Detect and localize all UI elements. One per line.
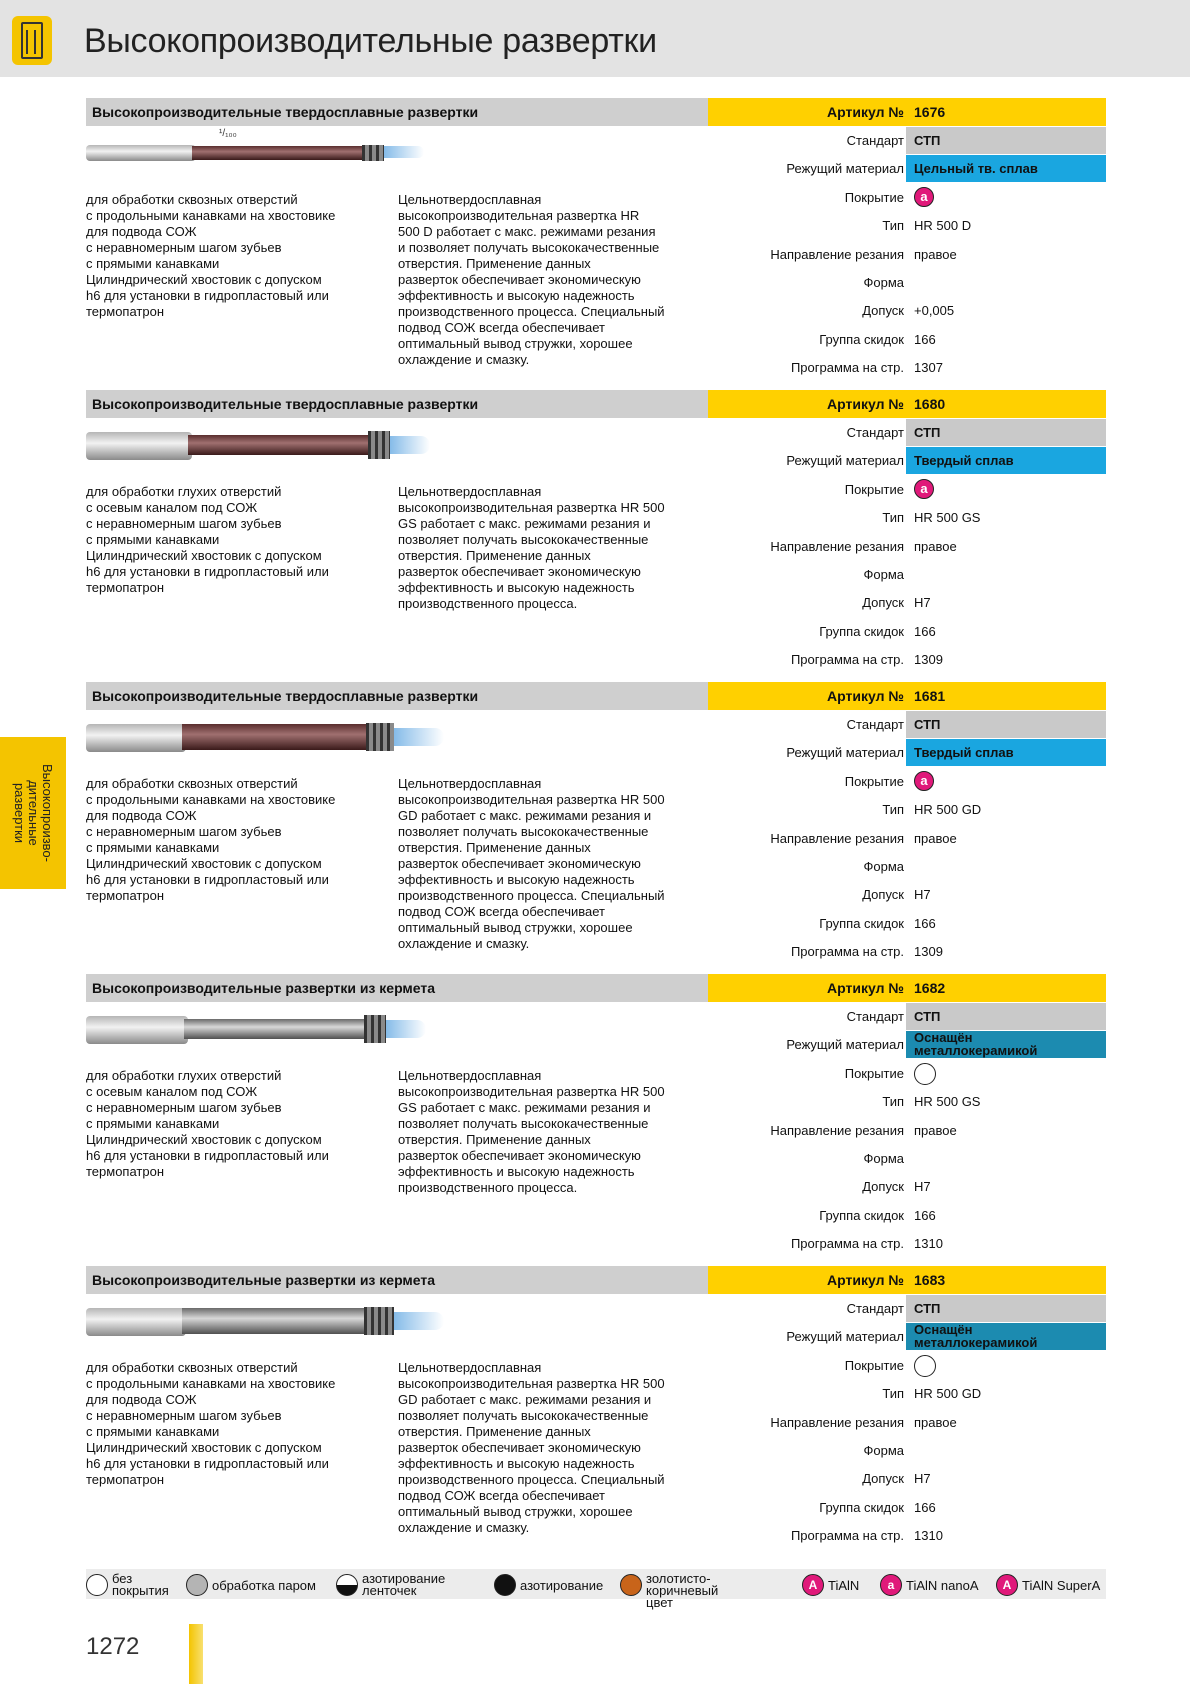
material-badge (906, 447, 1106, 474)
feature-list (86, 776, 376, 904)
spec-label: Режущий материал (786, 1037, 904, 1053)
spec-row-form (708, 1144, 1106, 1172)
program-page-link[interactable]: 1310 (914, 1236, 943, 1252)
material-value: Оснащён металлокерамикой (914, 1031, 1038, 1059)
legend-label: TiAlN (828, 1578, 860, 1593)
spec-label: Покрытие (844, 1357, 904, 1373)
tolerance-value: H7 (914, 595, 931, 611)
section-title: Высокопроизводительные твердосплавные развертки (92, 396, 479, 412)
spec-table (708, 418, 1106, 674)
coating-tialn-nanoa-icon: a (914, 479, 934, 499)
spec-label: Программа на стр. (790, 1236, 904, 1252)
coating-nitrided-lands-icon (336, 1574, 358, 1596)
direction-value: правое (914, 1122, 957, 1138)
coating-tialn-supera-icon: A (996, 1574, 1018, 1596)
spec-label: Форма (863, 1150, 904, 1166)
feature-line: с продольными канавками на хвостовике (86, 1376, 336, 1391)
standard-badge (906, 419, 1106, 446)
discount-value: 166 (914, 1207, 936, 1223)
section-header (86, 1266, 708, 1294)
section-header (86, 98, 708, 126)
spec-row-material (708, 446, 1106, 474)
feature-line: термопатрон (86, 888, 165, 903)
material-badge (906, 1323, 1106, 1350)
article-number[interactable]: 1676 (914, 104, 946, 120)
spec-label: Группа скидок (819, 623, 904, 639)
spec-row-tolerance (708, 296, 1106, 324)
spec-row-discount (708, 1493, 1106, 1521)
feature-line: с неравномерным шагом зубьев (86, 1100, 282, 1115)
spec-row-standard (708, 126, 1106, 154)
spec-row-standard (708, 1002, 1106, 1030)
spec-row-form (708, 268, 1106, 296)
footer-accent-bar (189, 1624, 203, 1684)
feature-line: с прямыми канавками (86, 1116, 220, 1131)
spec-label: Программа на стр. (790, 1528, 904, 1544)
tolerance-value: H7 (914, 887, 931, 903)
spec-row-coating (708, 1351, 1106, 1379)
program-page-link[interactable]: 1309 (914, 652, 943, 668)
material-badge (906, 1031, 1106, 1058)
spec-label: Покрытие (844, 773, 904, 789)
article-bar (708, 974, 1106, 1002)
spec-label: Режущий материал (786, 161, 904, 177)
spec-label: Режущий материал (786, 453, 904, 469)
product-section-1683 (86, 1266, 1106, 1556)
feature-line: h6 для установки в гидропластовый или (86, 1148, 329, 1163)
feature-line: h6 для установки в гидропластовый или (86, 564, 329, 579)
spec-row-type (708, 1379, 1106, 1407)
discount-value: 166 (914, 915, 936, 931)
spec-row-coating (708, 1059, 1106, 1087)
standard-value: СТП (914, 425, 941, 440)
feature-line: термопатрон (86, 1472, 165, 1487)
coating-tialn-icon: A (802, 1574, 824, 1596)
material-badge (906, 155, 1106, 182)
feature-line: Цилиндрический хвостовик с допуском (86, 272, 322, 287)
type-value: HR 500 GD (914, 802, 982, 818)
product-description: Цельнотвердосплавная высокопроизводительная развертка HR 500 GD работает с макс. режимами резания и позволяет получать высококачественные отверстия. Применение данных разверток обеспечивает экономическую эффективность и высокую надежность производственного процесса. Специальный подвод СОЖ всегда обеспечивает оптимальный вывод стружки, хорошее охлаждение и смазку. (398, 1360, 665, 1535)
spec-label: Форма (863, 274, 904, 290)
feature-line: Цилиндрический хвостовик с допуском (86, 548, 322, 563)
feature-line: для подвода СОЖ (86, 224, 197, 239)
feature-line: с неравномерным шагом зубьев (86, 1408, 282, 1423)
spec-label: Группа скидок (819, 331, 904, 347)
spec-label: Покрытие (844, 189, 904, 205)
feature-line: с прямыми канавками (86, 1424, 220, 1439)
coating-steam-icon (186, 1574, 208, 1596)
spec-row-type (708, 211, 1106, 239)
legend-label: TiAlN SuperA (1022, 1578, 1101, 1593)
spec-row-program (708, 1229, 1106, 1257)
spec-label: Тип (882, 1094, 904, 1110)
tolerance-value: +0,005 (914, 303, 955, 319)
spec-label: Тип (882, 1386, 904, 1402)
section-header (86, 682, 708, 710)
spec-label: Допуск (862, 1471, 904, 1487)
section-title: Высокопроизводительные твердосплавные развертки (92, 104, 479, 120)
spec-label: Форма (863, 566, 904, 582)
material-value: Оснащён металлокерамикой (914, 1323, 1038, 1351)
coating-nitrided-icon (494, 1574, 516, 1596)
article-label: Артикул № (827, 688, 904, 704)
spec-row-program (708, 937, 1106, 965)
spec-row-material (708, 1322, 1106, 1350)
spec-row-type (708, 1087, 1106, 1115)
standard-value: СТП (914, 1301, 941, 1316)
spec-label: Стандарт (846, 1009, 904, 1024)
feature-list (86, 192, 376, 320)
spec-row-direction (708, 532, 1106, 560)
standard-value: СТП (914, 1009, 941, 1024)
spec-label: Допуск (862, 595, 904, 611)
feature-line: термопатрон (86, 1164, 165, 1179)
tolerance-mark: ¹/₁₀₀ (219, 128, 237, 139)
material-value: Твердый сплав (914, 453, 1014, 469)
standard-value: СТП (914, 717, 941, 732)
feature-line: термопатрон (86, 580, 165, 595)
feature-line: с неравномерным шагом зубьев (86, 824, 282, 839)
reamer-tool-image (86, 128, 466, 174)
spec-row-direction (708, 824, 1106, 852)
feature-line: с продольными канавками на хвостовике (86, 792, 336, 807)
article-label: Артикул № (827, 104, 904, 120)
spec-label: Программа на стр. (790, 652, 904, 668)
program-page-link[interactable]: 1309 (914, 944, 943, 960)
page-number: 1272 (86, 1633, 140, 1660)
spec-label: Тип (882, 510, 904, 526)
spec-label: Программа на стр. (790, 360, 904, 376)
standard-badge (906, 1003, 1106, 1030)
feature-line: h6 для установки в гидропластовый или (86, 872, 329, 887)
type-value: HR 500 GS (914, 510, 981, 526)
spec-table (708, 1002, 1106, 1258)
tolerance-value: H7 (914, 1471, 931, 1487)
coating-none-icon (86, 1574, 108, 1596)
article-label: Артикул № (827, 1272, 904, 1288)
program-page-link[interactable]: 1310 (914, 1528, 943, 1544)
tolerance-value: H7 (914, 1179, 931, 1195)
page-header (0, 0, 1190, 77)
material-value: Твердый сплав (914, 745, 1014, 761)
spec-row-coating (708, 183, 1106, 211)
feature-line: Цилиндрический хвостовик с допуском (86, 1132, 322, 1147)
spec-row-coating (708, 475, 1106, 503)
section-title: Высокопроизводительные развертки из кермета (92, 1272, 436, 1288)
feature-line: h6 для установки в гидропластовый или (86, 288, 329, 303)
spec-row-direction (708, 1408, 1106, 1436)
standard-badge (906, 1295, 1106, 1322)
legend-label: азотирование (520, 1578, 604, 1593)
standard-value: СТП (914, 133, 941, 148)
coating-none-icon (914, 1355, 936, 1377)
article-number[interactable]: 1683 (914, 1272, 946, 1288)
feature-line: с прямыми канавками (86, 532, 220, 547)
spec-label: Группа скидок (819, 1207, 904, 1223)
discount-value: 166 (914, 1499, 936, 1515)
article-bar (708, 390, 1106, 418)
spec-row-program (708, 353, 1106, 381)
feature-line: для обработки сквозных отверстий (86, 1360, 298, 1375)
article-number[interactable]: 1680 (914, 396, 946, 412)
feature-line: Цилиндрический хвостовик с допуском (86, 1440, 322, 1455)
reamer-tool-image (86, 426, 466, 466)
product-section-1676 (86, 98, 1106, 388)
coating-tialn-nanoa-icon: a (914, 187, 934, 207)
spec-row-direction (708, 240, 1106, 268)
side-tab[interactable] (0, 737, 66, 889)
type-value: HR 500 GS (914, 1094, 981, 1110)
legend-label: азотирование ленточек (362, 1571, 446, 1598)
article-label: Артикул № (827, 980, 904, 996)
spec-label: Допуск (862, 303, 904, 319)
spec-row-direction (708, 1116, 1106, 1144)
spec-label: Режущий материал (786, 745, 904, 761)
spec-row-material (708, 154, 1106, 182)
spec-row-form (708, 852, 1106, 880)
spec-row-discount (708, 617, 1106, 645)
spec-table (708, 1294, 1106, 1550)
standard-badge (906, 711, 1106, 738)
type-value: HR 500 D (914, 218, 972, 234)
spec-row-program (708, 1521, 1106, 1549)
feature-line: с прямыми канавками (86, 840, 220, 855)
program-page-link[interactable]: 1307 (914, 360, 943, 376)
feature-line: с прямыми канавками (86, 256, 220, 271)
spec-label: Программа на стр. (790, 944, 904, 960)
discount-value: 166 (914, 331, 936, 347)
spec-label: Направление резания (770, 830, 904, 846)
spec-label: Тип (882, 218, 904, 234)
feature-line: с осевым каналом под СОЖ (86, 1084, 258, 1099)
direction-value: правое (914, 538, 957, 554)
coating-tialn-nanoa-icon: a (880, 1574, 902, 1596)
spec-row-tolerance (708, 1172, 1106, 1200)
spec-label: Допуск (862, 887, 904, 903)
coating-tialn-nanoa-icon: a (914, 771, 934, 791)
spec-row-standard (708, 710, 1106, 738)
feature-list (86, 1360, 376, 1488)
spec-row-material (708, 1030, 1106, 1058)
product-description: Цельнотвердосплавная высокопроизводительная развертка HR 500 D работает с макс. режимами резания и позволяет получать высококачественные отверстия. Применение данных разверток обеспечивает экономическую эффективность и высокую надежность производственного процесса. Специальный подвод СОЖ всегда обеспечивает оптимальный вывод стружки, хорошее охлаждение и смазку. (398, 192, 665, 367)
article-bar (708, 682, 1106, 710)
spec-row-standard (708, 418, 1106, 446)
article-bar (708, 98, 1106, 126)
legend-label: без покрытия (112, 1571, 169, 1598)
spec-row-type (708, 795, 1106, 823)
spec-label: Направление резания (770, 1122, 904, 1138)
reamer-tool-image (86, 1010, 466, 1050)
feature-line: h6 для установки в гидропластовый или (86, 1456, 329, 1471)
spec-row-discount (708, 325, 1106, 353)
product-description: Цельнотвердосплавная высокопроизводительная развертка HR 500 GD работает с макс. режимами резания и позволяет получать высококачественные отверстия. Применение данных разверток обеспечивает экономическую эффективность и высокую надежность производственного процесса. Специальный подвод СОЖ всегда обеспечивает оптимальный вывод стружки, хорошее охлаждение и смазку. (398, 776, 665, 951)
spec-row-form (708, 560, 1106, 588)
spec-label: Форма (863, 858, 904, 874)
spec-row-coating (708, 767, 1106, 795)
section-header (86, 390, 708, 418)
spec-label: Допуск (862, 1179, 904, 1195)
spec-row-standard (708, 1294, 1106, 1322)
article-number[interactable]: 1682 (914, 980, 946, 996)
legend-label: обработка паром (212, 1578, 316, 1593)
feature-list (86, 1068, 376, 1180)
reamer-tool-image (86, 718, 466, 758)
section-header (86, 974, 708, 1002)
spec-row-discount (708, 1201, 1106, 1229)
spec-row-tolerance (708, 588, 1106, 616)
spec-label: Направление резания (770, 538, 904, 554)
spec-label: Группа скидок (819, 1499, 904, 1515)
spec-label: Тип (882, 802, 904, 818)
coating-legend (86, 1569, 1106, 1610)
feature-line: для обработки глухих отверстий (86, 1068, 282, 1083)
reamer-logo-icon (12, 16, 52, 65)
spec-table (708, 126, 1106, 382)
feature-line: с осевым каналом под СОЖ (86, 500, 258, 515)
feature-line: Цилиндрический хвостовик с допуском (86, 856, 322, 871)
article-label: Артикул № (827, 396, 904, 412)
spec-label: Покрытие (844, 1065, 904, 1081)
direction-value: правое (914, 830, 957, 846)
type-value: HR 500 GD (914, 1386, 982, 1402)
spec-row-discount (708, 909, 1106, 937)
spec-label: Покрытие (844, 481, 904, 497)
coating-none-icon (914, 1063, 936, 1085)
section-title: Высокопроизводительные развертки из кермета (92, 980, 436, 996)
standard-badge (906, 127, 1106, 154)
feature-line: с неравномерным шагом зубьев (86, 240, 282, 255)
feature-line: для подвода СОЖ (86, 808, 197, 823)
product-section-1680 (86, 390, 1106, 680)
spec-label: Стандарт (846, 133, 904, 148)
article-number[interactable]: 1681 (914, 688, 946, 704)
discount-value: 166 (914, 623, 936, 639)
spec-row-program (708, 645, 1106, 673)
page-title: Высокопроизводительные развертки (84, 22, 657, 60)
material-value: Цельный тв. сплав (914, 161, 1038, 177)
feature-line: для обработки сквозных отверстий (86, 192, 298, 207)
feature-line: с продольными канавками на хвостовике (86, 208, 336, 223)
spec-label: Стандарт (846, 1301, 904, 1316)
direction-value: правое (914, 1414, 957, 1430)
feature-line: для обработки сквозных отверстий (86, 776, 298, 791)
feature-line: с неравномерным шагом зубьев (86, 516, 282, 531)
feature-line: термопатрон (86, 304, 165, 319)
side-tab-label: Высокопроизво- дительные развертки (12, 764, 55, 862)
article-bar (708, 1266, 1106, 1294)
spec-label: Режущий материал (786, 1329, 904, 1345)
direction-value: правое (914, 246, 957, 262)
coating-gold-brown-icon (620, 1574, 642, 1596)
product-section-1681 (86, 682, 1106, 972)
feature-line: для обработки глухих отверстий (86, 484, 282, 499)
product-description: Цельнотвердосплавная высокопроизводительная развертка HR 500 GS работает с макс. режимами резания и позволяет получать высококачественные отверстия. Применение данных разверток обеспечивает экономическую эффективность и высокую надежность производственного процесса. (398, 484, 665, 611)
spec-row-material (708, 738, 1106, 766)
feature-line: для подвода СОЖ (86, 1392, 197, 1407)
product-section-1682 (86, 974, 1106, 1264)
spec-label: Группа скидок (819, 915, 904, 931)
spec-label: Стандарт (846, 717, 904, 732)
spec-row-type (708, 503, 1106, 531)
section-title: Высокопроизводительные твердосплавные развертки (92, 688, 479, 704)
legend-label: золотисто-коричневый цвет (646, 1571, 719, 1610)
product-description: Цельнотвердосплавная высокопроизводительная развертка HR 500 GS работает с макс. режимами резания и позволяет получать высококачественные отверстия. Применение данных разверток обеспечивает экономическую эффективность и высокую надежность производственного процесса. (398, 1068, 665, 1195)
feature-list (86, 484, 376, 596)
reamer-tool-image (86, 1302, 466, 1342)
spec-label: Форма (863, 1442, 904, 1458)
legend-label: TiAlN nanoA (906, 1578, 979, 1593)
spec-label: Стандарт (846, 425, 904, 440)
material-badge (906, 739, 1106, 766)
spec-label: Направление резания (770, 1414, 904, 1430)
spec-row-tolerance (708, 880, 1106, 908)
spec-table (708, 710, 1106, 966)
spec-label: Направление резания (770, 246, 904, 262)
spec-row-form (708, 1436, 1106, 1464)
spec-row-tolerance (708, 1464, 1106, 1492)
